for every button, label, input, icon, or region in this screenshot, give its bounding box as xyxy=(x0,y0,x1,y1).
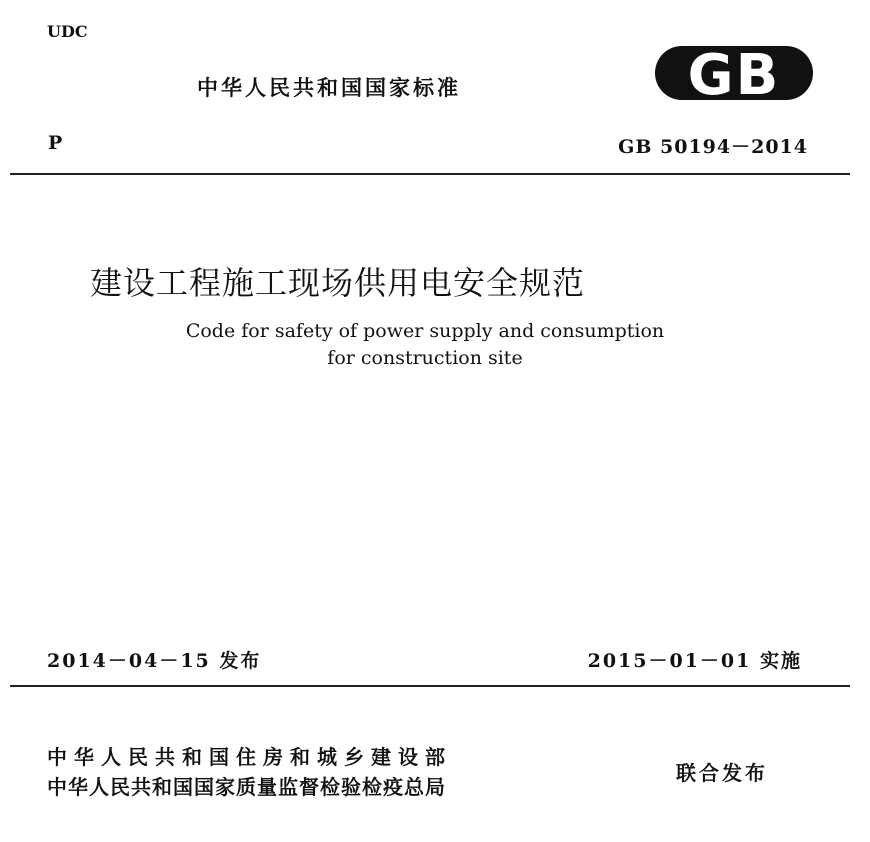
joint-release-label: 联合发布 xyxy=(676,761,768,785)
bottom-divider xyxy=(10,685,850,687)
issuer-aqsiq: 中华人民共和国国家质量监督检验检疫总局 xyxy=(47,775,446,799)
udc-label: UDC xyxy=(47,22,88,41)
issue-date: 2014－04－15 发布 xyxy=(47,650,262,672)
standard-number: GB 50194－2014 xyxy=(618,136,808,158)
gb-logo xyxy=(653,43,815,103)
title-english xyxy=(0,318,850,372)
top-divider xyxy=(10,173,850,175)
title-chinese: 建设工程施工现场供用电安全规范 xyxy=(90,264,586,302)
issuing-authorities xyxy=(47,742,452,802)
title-english-line2: for construction site xyxy=(327,347,523,369)
classification-code: P xyxy=(48,132,63,154)
national-standard-heading: 中华人民共和国国家标准 xyxy=(197,76,461,100)
gb-logo-text: GB xyxy=(687,43,781,103)
title-english-line1: Code for safety of power supply and consumption xyxy=(185,320,665,342)
issuer-ministry-housing: 中华人民共和国住房和城乡建设部 xyxy=(47,745,452,769)
implementation-date: 2015－01－01 实施 xyxy=(587,650,802,672)
